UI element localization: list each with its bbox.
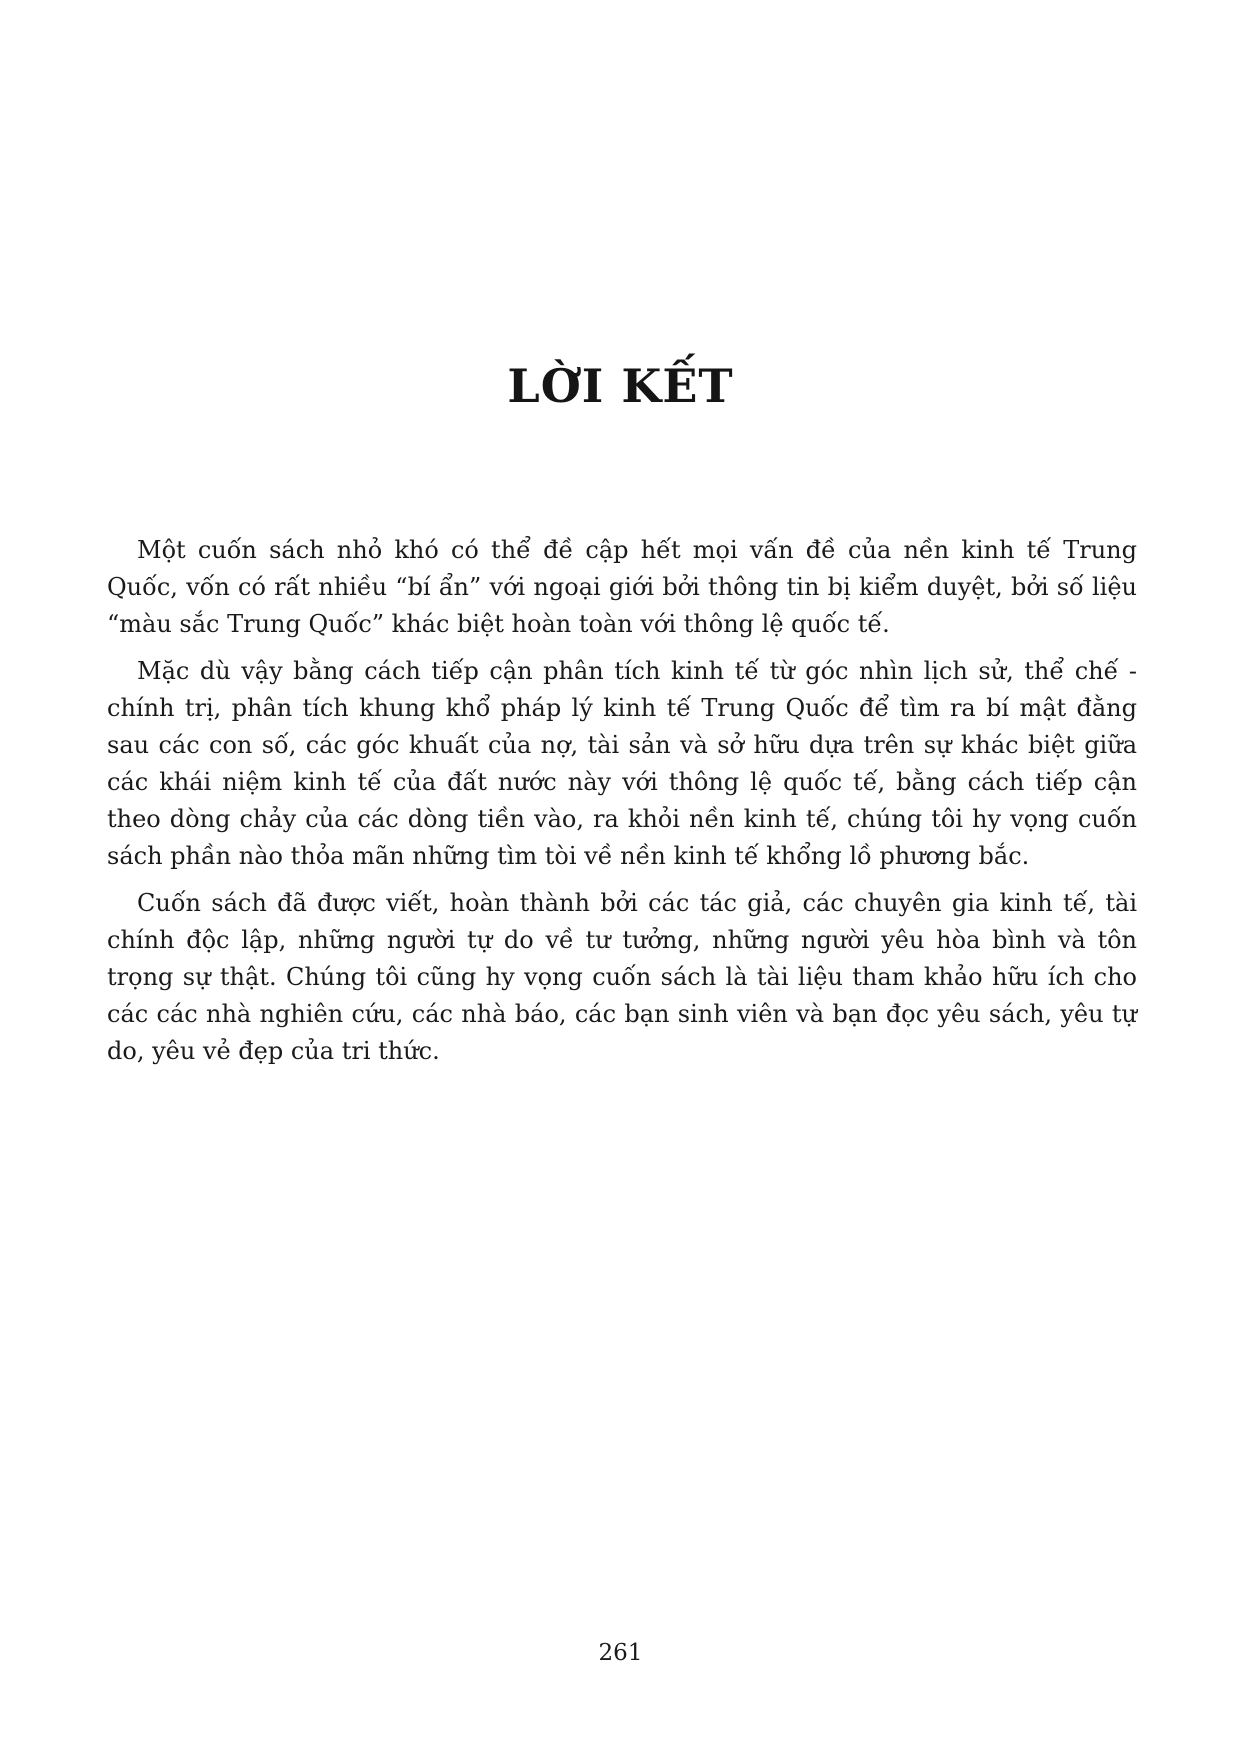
chapter-title: LỜI KẾT — [507, 359, 734, 413]
paragraph-3: Cuốn sách đã được viết, hoàn thành bởi các tác giả, các chuyên gia kinh tế, tài chính độc lập, những người tự do về tư tưởng, những người yêu hòa bình và tôn trọng sự thật. Chúng tôi cũng hy vọng cuốn sách là tài liệu tham khảo hữu ích cho các các nhà nghiên cứu, các nhà báo, các bạn sinh viên và bạn đọc yêu sách, yêu tự do, yêu vẻ đẹp của tri thức. — [107, 889, 1137, 1065]
page-number: 261 — [598, 1640, 643, 1666]
chapter-body — [107, 532, 1137, 1080]
paragraph-2: Mặc dù vậy bằng cách tiếp cận phân tích kinh tế từ góc nhìn lịch sử, thể chế - chính trị, phân tích khung khổ pháp lý kinh tế Trung Quốc để tìm ra bí mật đằng sau các con số, các góc khuất của nợ, tài sản và sở hữu dựa trên sự khác biệt giữa các khái niệm kinh tế của đất nước này với thông lệ quốc tế, bằng cách tiếp cận theo dòng chảy của các dòng tiền vào, ra khỏi nền kinh tế, chúng tôi hy vọng cuốn sách phần nào thỏa mãn những tìm tòi về nền kinh tế khổng lồ phương bắc. — [107, 657, 1137, 870]
paragraph-1: Một cuốn sách nhỏ khó có thể đề cập hết mọi vấn đề của nền kinh tế Trung Quốc, vốn có rất nhiều “bí ẩn” với ngoại giới bởi thông tin bị kiểm duyệt, bởi số liệu “màu sắc Trung Quốc” khác biệt hoàn toàn với thông lệ quốc tế. — [107, 536, 1137, 638]
